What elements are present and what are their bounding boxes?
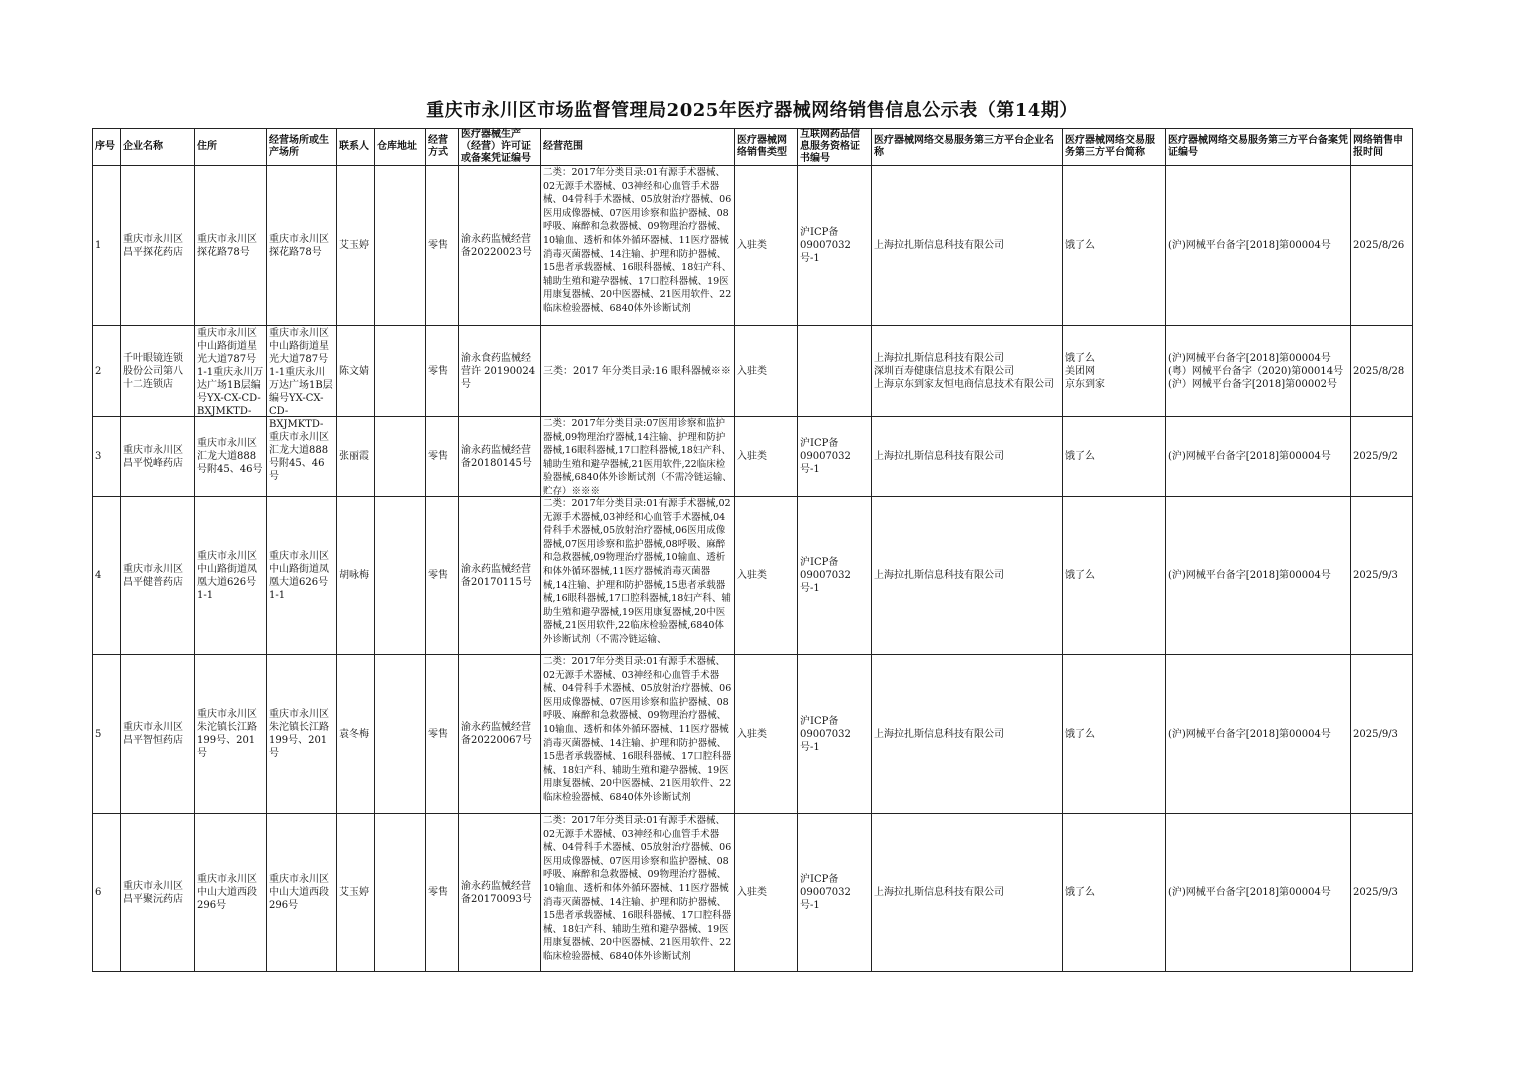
cell-platform — [872, 326, 1063, 417]
cell-type: 入驻类 — [735, 497, 798, 655]
cell-date: 2025/9/2 — [1351, 417, 1413, 497]
site-text: 重庆市永川区中山路街道星光大道787号1-1重庆永川万达广场1B层编号YX-CX-CD-BXJMKTD- — [269, 327, 333, 430]
platform-name: 上海拉扎斯信息科技有限公司 — [874, 728, 1004, 740]
scope-text: 二类：2017年分类目录:07医用诊察和监护器械,09物理治疗器械,14注输、护理和防护器械,16眼科器械,17口腔科器械,18妇产科、辅助生殖和避孕器械,21医用软件,22临床检验器械,6840体外诊断试剂（不需冷链运输、贮存）※※※ — [543, 418, 732, 497]
cell-date: 2025/9/3 — [1351, 814, 1413, 972]
header-warehouse: 仓库地址 — [375, 129, 426, 166]
cell-date: 2025/8/26 — [1351, 166, 1413, 326]
cell-platform — [872, 655, 1063, 814]
cell-license: 渝永药监械经营备20170093号 — [459, 814, 541, 972]
cell-type: 入驻类 — [735, 417, 798, 497]
cell-address: 重庆市永川区汇龙大道888号附45、46号 — [195, 417, 267, 497]
cell-seq: 4 — [93, 497, 121, 655]
cell-name: 重庆市永川区昌平健普药店 — [121, 497, 195, 655]
header-platform: 医疗器械网络交易服务第三方平台企业名称 — [872, 129, 1063, 166]
cell-short — [1063, 417, 1166, 497]
scope-text: 二类：2017年分类目录:01有源手术器械、02无源手术器械、03神经和心血管手术器械、04骨科手术器械、05放射治疗器械、06医用成像器械、07医用诊察和监护器械、08呼吸、麻醉和急救器械、09物理治疗器械、10输血、透析和体外循环器械、11医疗器械消毒灭菌器械、14注输、护理和防护器械、15患者承载器械、16眼科器械、18妇产科、辅助生殖和避孕器械、17口腔科器械、19医用康复器械、20中医器械、21医用软件、22临床检验器械、6840体外诊断试剂 — [543, 167, 732, 314]
cell-short — [1063, 326, 1166, 417]
cell-record — [1166, 326, 1351, 417]
cell-type: 入驻类 — [735, 166, 798, 326]
table-row — [93, 166, 1413, 326]
table-row — [93, 814, 1413, 972]
platform-record: (沪)网械平台备字[2018]第00004号 — [1168, 887, 1331, 898]
platform-record: (沪)网械平台备字[2018]第00004号 — [1168, 728, 1331, 740]
cell-license: 渝永药监械经营备20220067号 — [459, 655, 541, 814]
platform-short: 饿了么 — [1065, 728, 1095, 740]
cell-platform — [872, 417, 1063, 497]
cell-scope — [541, 166, 735, 326]
cell-site — [267, 326, 337, 430]
cell-record — [1166, 166, 1351, 326]
cell-mode: 零售 — [426, 417, 459, 497]
cell-address: 重庆市永川区朱沱镇长江路199号、201号 — [195, 655, 267, 814]
header-address: 住所 — [195, 129, 267, 166]
cell-name: 重庆市永川区昌平聚沅药店 — [121, 814, 195, 972]
cell-contact: 袁冬梅 — [337, 655, 375, 814]
header-license: 医疗器械生产（经营）许可证或备案凭证编号 — [459, 129, 541, 166]
cell-license: 渝永药监械经营备20170115号 — [459, 497, 541, 655]
header-date: 网络销售申报时间 — [1351, 129, 1413, 166]
cell-scope — [541, 417, 735, 497]
cell-name: 重庆市永川区昌平探花药店 — [121, 166, 195, 326]
cell-address: 重庆市永川区探花路78号 — [195, 166, 267, 326]
platform-record: (沪）网械平台备字[2018]第00002号 — [1168, 378, 1337, 390]
platform-record: (沪)网械平台备字[2018]第00004号 — [1168, 570, 1331, 581]
cell-mode: 零售 — [426, 166, 459, 326]
cell-warehouse — [375, 497, 426, 655]
disclosure-table — [92, 128, 1413, 972]
platform-record: (沪)网械平台备字[2018]第00004号 — [1168, 451, 1331, 462]
cell-icp: 沪ICP备09007032号-1 — [798, 417, 872, 497]
cell-address: 重庆市永川区中山路街道凤凰大道626号1-1 — [195, 497, 267, 655]
cell-short — [1063, 814, 1166, 972]
cell-icp: 沪ICP备09007032号-1 — [798, 166, 872, 326]
cell-record — [1166, 655, 1351, 814]
cell-type: 入驻类 — [735, 326, 798, 417]
platform-short: 饿了么 — [1065, 240, 1095, 251]
cell-contact: 胡咏梅 — [337, 497, 375, 655]
header-icp: 互联网药品信息服务资格证书编号 — [798, 129, 872, 166]
cell-contact: 艾玉婷 — [337, 814, 375, 972]
header-type: 医疗器械网络销售类型 — [735, 129, 798, 166]
platform-short: 饿了么 — [1065, 570, 1095, 581]
header-mode: 经营方式 — [426, 129, 459, 166]
cell-warehouse — [375, 417, 426, 497]
cell-site: 重庆市永川区朱沱镇长江路199号、201号 — [267, 655, 337, 814]
cell-seq: 6 — [93, 814, 121, 972]
scope-text: 二类：2017年分类目录:01有源手术器械、02无源手术器械、03神经和心血管手术器械、04骨科手术器械、05放射治疗器械、06医用成像器械、07医用诊察和监护器械、08呼吸、麻醉和急救器械、09物理治疗器械、10输血、透析和体外循环器械、11医疗器械消毒灭菌器械、14注输、护理和防护器械、15患者承载器械、16眼科器械、17口腔科器械、18妇产科、辅助生殖和避孕器械、19医用康复器械、20中医器械、21医用软件、22临床检验器械、6840体外诊断试剂 — [543, 815, 732, 962]
header-short: 医疗器械网络交易服务第三方平台简称 — [1063, 129, 1166, 166]
platform-name: 上海拉扎斯信息科技有限公司 — [874, 451, 1004, 462]
table-row — [93, 497, 1413, 655]
platform-record: (沪)网械平台备字[2018]第00004号 — [1168, 240, 1331, 251]
cell-record — [1166, 497, 1351, 655]
cell-license: 渝永食药监械经营许 20190024号 — [459, 326, 541, 417]
cell-contact: 张丽霞 — [337, 417, 375, 497]
cell-platform — [872, 166, 1063, 326]
cell-scope — [541, 655, 735, 814]
cell-mode: 零售 — [426, 497, 459, 655]
cell-platform — [872, 814, 1063, 972]
cell-date: 2025/8/28 — [1351, 326, 1413, 417]
header-site: 经营场所或生产场所 — [267, 129, 337, 166]
cell-type: 入驻类 — [735, 814, 798, 972]
cell-site: 重庆市永川区汇龙大道888号附45、46号 — [267, 417, 337, 497]
cell-icp: 沪ICP备09007032号-1 — [798, 814, 872, 972]
platform-name: 深圳百寿健康信息技术有限公司 — [874, 365, 1014, 377]
cell-address — [195, 326, 267, 417]
cell-seq: 2 — [93, 326, 121, 417]
cell-seq: 5 — [93, 655, 121, 814]
cell-icp: 沪ICP备09007032号-1 — [798, 655, 872, 814]
platform-record: (粤）网械平台备字（2020)第00014号 — [1168, 365, 1344, 377]
cell-name: 千叶眼镜连锁股份公司第八十二连锁店 — [121, 326, 195, 417]
cell-short — [1063, 655, 1166, 814]
scope-text: 二类：2017年分类目录:01有源手术器械、02无源手术器械、03神经和心血管手术器械、04骨科手术器械、05放射治疗器械、06医用成像器械、07医用诊察和监护器械、08呼吸、麻醉和急救器械、09物理治疗器械、10输血、透析和体外循环器械、11医疗器械消毒灭菌器械、14注输、护理和防护器械、15患者承载器械、16眼科器械、17口腔科器械、18妇产科、辅助生殖和避孕器械、19医用康复器械、20中医器械、21医用软件、22临床检验器械、6840体外诊断试剂 — [543, 656, 732, 803]
platform-short: 饿了么 — [1065, 887, 1095, 898]
cell-scope: 三类：2017 年分类目录:16 眼科器械※※ — [541, 326, 735, 417]
cell-site: 重庆市永川区中山大道西段296号 — [267, 814, 337, 972]
platform-record: (沪)网械平台备字[2018]第00004号 — [1168, 352, 1331, 364]
header-scope: 经营范围 — [541, 129, 735, 166]
cell-mode: 零售 — [426, 326, 459, 417]
cell-date: 2025/9/3 — [1351, 497, 1413, 655]
platform-short: 美团网 — [1065, 365, 1095, 377]
header-row — [93, 129, 1413, 166]
cell-warehouse — [375, 166, 426, 326]
cell-name: 重庆市永川区昌平悦峰药店 — [121, 417, 195, 497]
cell-icp: 沪ICP备09007032号-1 — [798, 497, 872, 655]
platform-name: 上海拉扎斯信息科技有限公司 — [874, 887, 1004, 898]
header-seq: 序号 — [93, 129, 121, 166]
cell-scope — [541, 497, 735, 655]
cell-mode: 零售 — [426, 814, 459, 972]
cell-contact: 陈文婧 — [337, 326, 375, 417]
cell-address: 重庆市永川区中山大道西段296号 — [195, 814, 267, 972]
cell-seq: 1 — [93, 166, 121, 326]
cell-date: 2025/9/3 — [1351, 655, 1413, 814]
cell-short — [1063, 166, 1166, 326]
cell-name: 重庆市永川区昌平智恒药店 — [121, 655, 195, 814]
cell-license: 渝永药监械经营备20180145号 — [459, 417, 541, 497]
cell-short — [1063, 497, 1166, 655]
cell-warehouse — [375, 326, 426, 417]
cell-site: 重庆市永川区探花路78号 — [267, 166, 337, 326]
platform-short: 饿了么 — [1065, 352, 1095, 364]
cell-type: 入驻类 — [735, 655, 798, 814]
platform-name: 上海拉扎斯信息科技有限公司 — [874, 352, 1004, 364]
table-row — [93, 655, 1413, 814]
platform-name: 上海拉扎斯信息科技有限公司 — [874, 240, 1004, 251]
cell-record — [1166, 814, 1351, 972]
cell-warehouse — [375, 814, 426, 972]
page-title: 重庆市永川区市场监督管理局2025年医疗器械网络销售信息公示表（第14期） — [426, 100, 1078, 121]
cell-contact: 艾玉婷 — [337, 166, 375, 326]
cell-site: 重庆市永川区中山路街道凤凰大道626号1-1 — [267, 497, 337, 655]
cell-license: 渝永药监械经营备20220023号 — [459, 166, 541, 326]
header-contact: 联系人 — [337, 129, 375, 166]
cell-platform — [872, 497, 1063, 655]
platform-short: 京东到家 — [1065, 378, 1105, 390]
platform-name: 上海京东到家友恒电商信息技术有限公司 — [874, 378, 1054, 390]
cell-mode: 零售 — [426, 655, 459, 814]
cell-warehouse — [375, 655, 426, 814]
header-record: 医疗器械网络交易服务第三方平台备案凭证编号 — [1166, 129, 1351, 166]
platform-name: 上海拉扎斯信息科技有限公司 — [874, 570, 1004, 581]
cell-scope — [541, 814, 735, 972]
platform-short: 饿了么 — [1065, 451, 1095, 462]
cell-seq: 3 — [93, 417, 121, 497]
cell-icp — [798, 326, 872, 417]
cell-record — [1166, 417, 1351, 497]
scope-text: 二类：2017年分类目录:01有源手术器械,02无源手术器械,03神经和心血管手术器械,04骨科手术器械,05放射治疗器械,06医用成像器械,07医用诊察和监护器械,08呼吸、麻醉和急救器械,09物理治疗器械,10输血、透析和体外循环器械,11医疗器械消毒灭菌器械,14注输、护理和防护器械,15患者承载器械,16眼科器械,17口腔科器械,18妇产科、辅助生殖和避孕器械,19医用康复器械,20中医器械,21医用软件,22临床检验器械,6840体外诊断试剂（不需冷链运输、 — [543, 498, 731, 645]
table-row — [93, 326, 1413, 417]
header-name: 企业名称 — [121, 129, 195, 166]
address-text: 重庆市永川区中山路街道星光大道787号1-1重庆永川万达广场1B层编号YX-CX-CD-BXJMKTD- — [197, 327, 264, 417]
